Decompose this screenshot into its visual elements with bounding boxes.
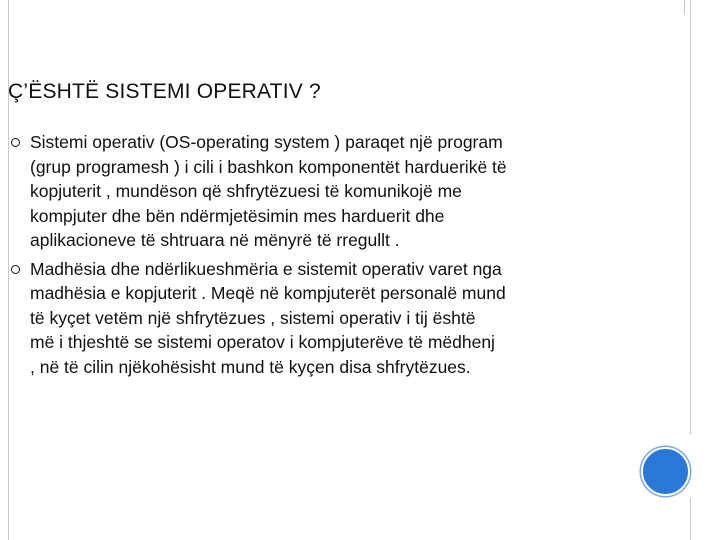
bullet-text-line: Sistemi operativ (OS-operating system ) paraqet një program	[30, 132, 503, 152]
bullet-item	[8, 130, 608, 253]
bullet-text-line: kopjuterit , mundëson që shfrytëzuesi të komunikojë me	[30, 181, 462, 201]
decorative-blue-circle	[641, 447, 690, 496]
bullet-text-line: të kyçet vetëm një shfrytëzues , sistemi operativ i tij është	[30, 307, 476, 328]
bullet-text-line: aplikacioneve të shtruara në mënyrë të rregullt .	[30, 230, 400, 250]
slide-frame-corner-line	[684, 0, 685, 14]
bullet-text-line: (grup programesh ) i cili i bashkon komponentët harduerikë të	[30, 156, 507, 177]
slide-frame-right-line-lower	[690, 498, 691, 540]
slide-title: Ç’ËSHTË SISTEMI OPERATIV ?	[8, 80, 321, 103]
bullet-item	[8, 257, 608, 380]
bullet-text-line: Madhësia dhe ndërlikueshmëria e sistemit operativ varet nga	[30, 258, 502, 279]
hollow-circle-icon	[11, 265, 20, 274]
bullet-text-line: madhësia e kopjuterit . Meqë në kompjuterët personalë mund	[30, 283, 506, 303]
bullet-text-line: , në të cilin njëkohësisht mund të kyçen disa shfrytëzues.	[30, 356, 471, 377]
slide-frame-right-line	[690, 0, 691, 435]
bullet-text-line: më i thjeshtë se sistemi operatov i kompjuterëve të mëdhenj	[30, 332, 495, 352]
bullet-text-line: kompjuter dhe bën ndërmjetësimin mes harduerit dhe	[30, 205, 445, 226]
bullet-list	[8, 130, 608, 383]
hollow-circle-icon	[11, 138, 20, 147]
